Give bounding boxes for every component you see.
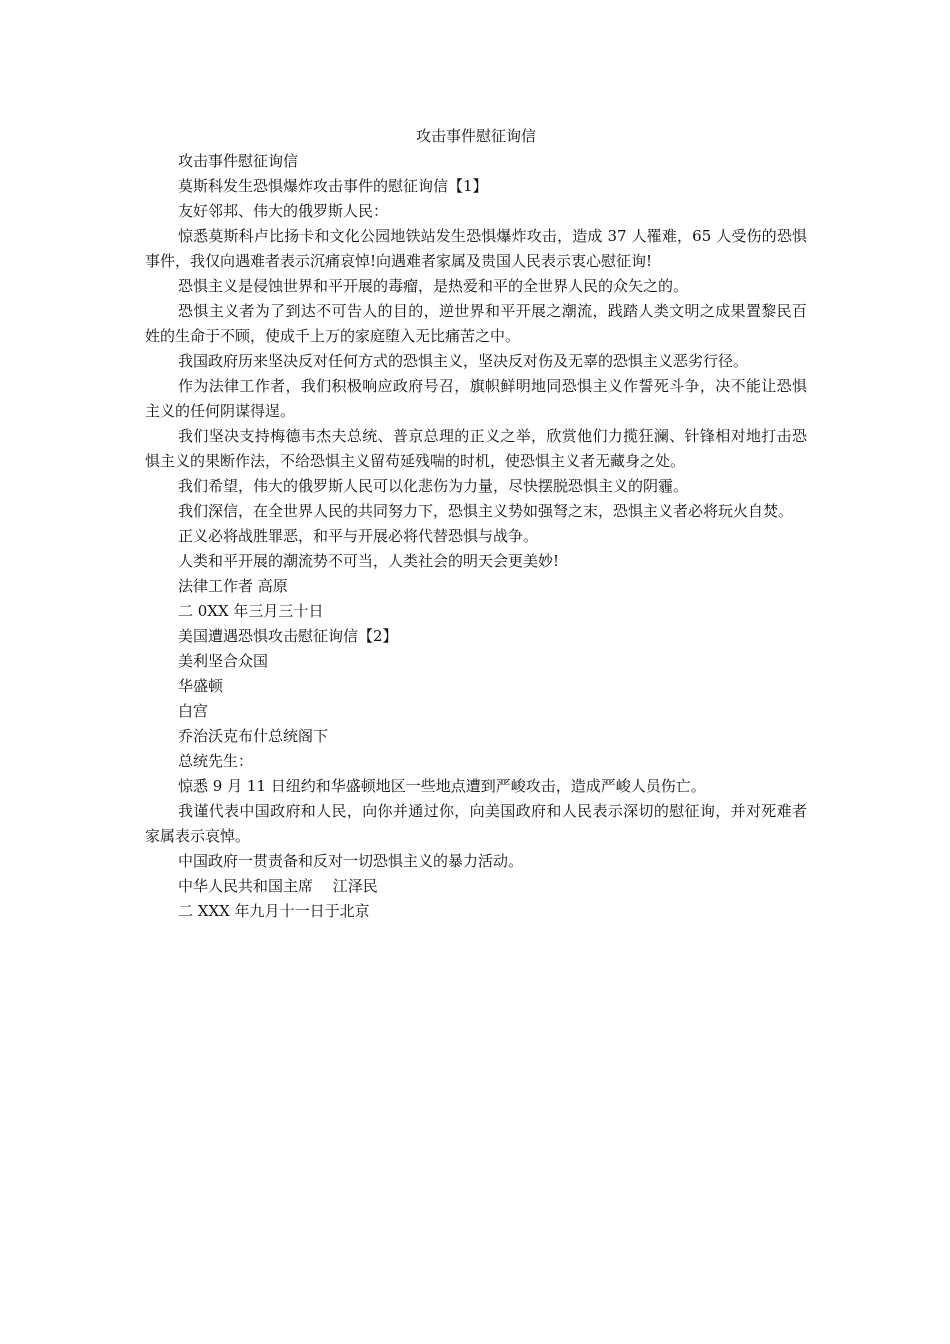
paragraph: 恐惧主义是侵蚀世界和平开展的毒瘤，是热爱和平的全世界人民的众矢之的。: [178, 277, 689, 295]
paragraph: 我们深信，在全世界人民的共同努力下，恐惧主义势如强弩之末，恐惧主义者必将玩火自焚。: [178, 502, 794, 520]
paragraph: 我国政府历来坚决反对任何方式的恐惧主义，坚决反对伤及无辜的恐惧主义恶劣行径。: [178, 352, 749, 370]
paragraph: 二 XXX 年九月十一日于北京: [178, 902, 370, 920]
paragraph: 白宫: [178, 702, 209, 720]
paragraph: 华盛顿: [178, 677, 224, 695]
paragraph: 惊悉 9 月 11 日纽约和华盛顿地区一些地点遭到严峻攻击，造成严峻人员伤亡。: [178, 777, 706, 795]
paragraph: 总统先生：: [178, 752, 254, 770]
paragraph: 法律工作者 高原: [178, 577, 288, 595]
paragraph: 莫斯科发生恐惧爆炸攻击事件的慰征询信【1】: [178, 177, 488, 195]
paragraph: 友好邻邦、伟大的俄罗斯人民：: [178, 202, 389, 220]
paragraph: 我们希望，伟大的俄罗斯人民可以化悲伤为力量，尽快摆脱恐惧主义的阴霾。: [178, 477, 689, 495]
paragraph: 美国遭遇恐惧攻击慰征询信【2】: [178, 627, 398, 645]
paragraph: 攻击事件慰征询信: [178, 152, 299, 170]
paragraph: 恐惧主义者为了到达不可告人的目的，逆世界和平开展之潮流，践踏人类文明之成果置黎民百姓的生命于不顾，使成千上万的家庭堕入无比痛苦之中。: [145, 302, 807, 345]
paragraph: 作为法律工作者，我们积极响应政府号召，旗帜鲜明地同恐惧主义作誓死斗争，决不能让恐惧主义的任何阴谋得逞。: [145, 377, 807, 420]
paragraph: 中华人民共和国主席 江泽民: [178, 877, 378, 895]
paragraph: 我谨代表中国政府和人民，向你并通过你，向美国政府和人民表示深切的慰征询，并对死难者家属表示哀悼。: [145, 802, 807, 845]
paragraph: 乔治沃克布什总统阁下: [178, 727, 329, 745]
document-body: [145, 124, 807, 924]
paragraph: 美利坚合众国: [178, 652, 269, 670]
paragraph: 人类和平开展的潮流势不可当，人类社会的明天会更美妙!: [178, 552, 560, 570]
paragraph: 正义必将战胜罪恶，和平与开展必将代替恐惧与战争。: [178, 527, 539, 545]
paragraph: 我们坚决支持梅德韦杰夫总统、普京总理的正义之举，欣赏他们力揽狂澜、针锋相对地打击恐惧主义的果断作法，不给恐惧主义留苟延残喘的时机，使恐惧主义者无藏身之处。: [145, 427, 807, 470]
document-title: 攻击事件慰征询信: [415, 127, 536, 145]
paragraph: 二 0XX 年三月三十日: [178, 602, 324, 620]
paragraph: 中国政府一贯责备和反对一切恐惧主义的暴力活动。: [178, 852, 524, 870]
paragraph: 惊悉莫斯科卢比扬卡和文化公园地铁站发生恐惧爆炸攻击，造成 37 人罹难，65 人受伤的恐惧事件，我仅向遇难者表示沉痛哀悼!向遇难者家属及贵国人民表示衷心慰征询!: [145, 227, 807, 270]
paragraph-list: [145, 149, 807, 924]
